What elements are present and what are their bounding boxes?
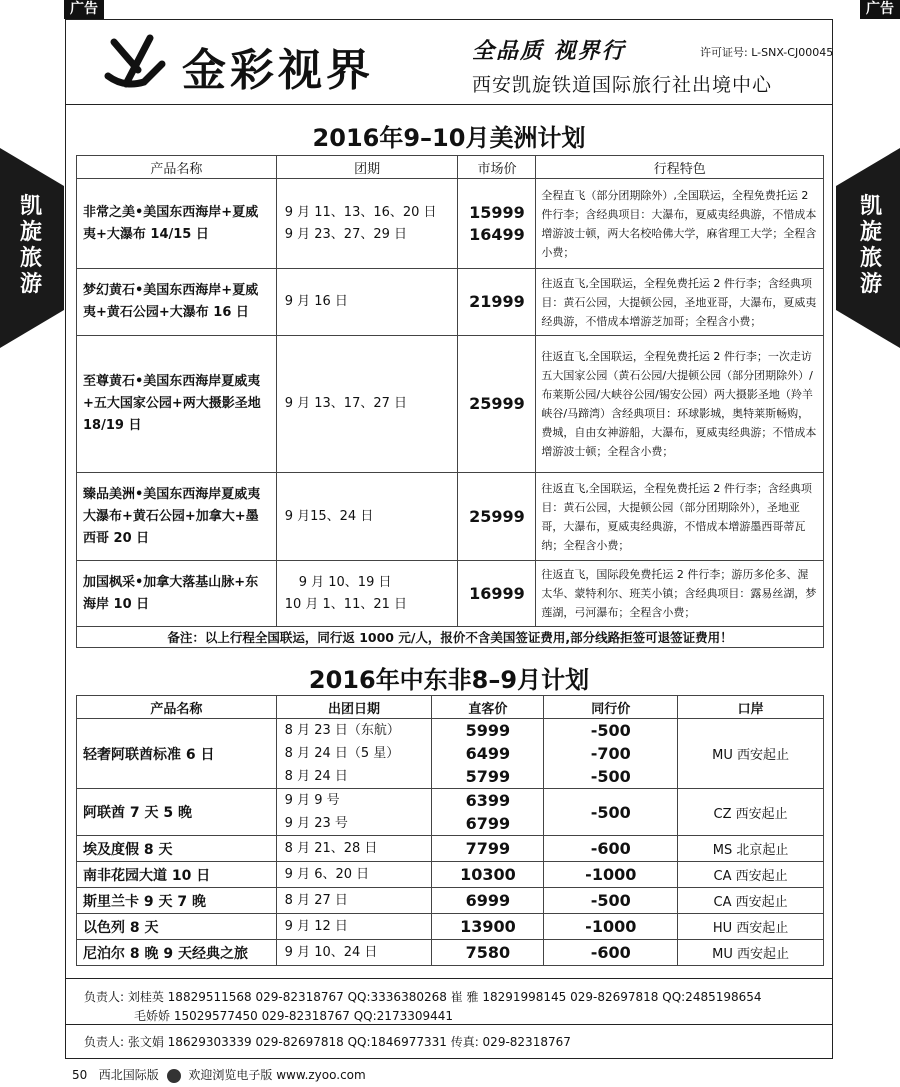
ad-label-right: 广告: [860, 0, 900, 19]
contact-divider-bottom: [66, 1024, 832, 1025]
date-line: 10 月 1、11、21 日: [284, 596, 408, 612]
itinerary-features: 往返直飞,全国联运，全程免费托运 2 件行李；含经典项目：黄石公园，大提顿公园，圣地亚哥，大瀑布，夏威夷经典游，不惜成本增游芝加哥；全程含小费；: [536, 269, 824, 336]
price-line: 25999: [469, 506, 525, 526]
price-line: 16499: [469, 224, 525, 244]
product-name: 梦幻黄石•美国东西海岸+夏威夷+黄石公园+大瀑布 16 日: [77, 269, 277, 336]
date-line: 9 月 23、27、29 日: [284, 226, 408, 242]
contact-line-1: 负责人: 刘桂英 18829511568 029-82318767 QQ:3336380268 崔 雅 18291998145 029-82697818 QQ:2485198654: [84, 990, 762, 1004]
date-line: 9 月 16 日: [284, 294, 348, 309]
footer-tagline: 欢迎浏览电子版 www.zyoo.com: [188, 1068, 366, 1082]
brand-logo: [104, 30, 414, 94]
page-number: 50: [72, 1068, 88, 1082]
direct-price: 7580: [432, 940, 544, 966]
section1-note: 备注：以上行程全国联运，同行返 1000 元/人，报价不含美国签证费用,部分线路拒签可退签证费用！: [77, 627, 824, 648]
tour-dates: [276, 473, 458, 561]
itinerary-features: 往返直飞,全国联运，全程免费托运 2 件行李；含经典项目：黄石公园，大提顿公园（部分团期除外），圣地亚哥，大瀑布，夏威夷经典游，不惜成本增游墨西哥蒂瓦纳；全程含小费；: [536, 473, 824, 561]
tour-dates: [276, 269, 458, 336]
departure-port: CA 西安起止: [678, 888, 824, 914]
side-banner-left: [0, 148, 64, 348]
departure-port: HU 西安起止: [678, 914, 824, 940]
product-name: 斯里兰卡 9 天 7 晚: [77, 888, 277, 914]
price-line: 16999: [469, 583, 525, 603]
market-price: [458, 336, 536, 473]
tour-dates: [276, 789, 432, 836]
peer-price: -500: [544, 888, 678, 914]
page-footer: [72, 1066, 366, 1083]
contact-line-2: 毛娇娇 15029577450 029-82318767 QQ:2173309441: [134, 1009, 454, 1023]
direct-price: [432, 719, 544, 789]
col-header-features: 行程特色: [536, 156, 824, 179]
col-header-price: 市场价: [458, 156, 536, 179]
tour-dates: 9 月 10、24 日: [276, 940, 432, 966]
table-header-row: [77, 156, 824, 179]
publisher-logo-icon: [167, 1069, 181, 1083]
peer-price: -1000: [544, 862, 678, 888]
col-header-port: 口岸: [678, 696, 824, 719]
section2-title: 2016年中东非8–9月计划: [308, 666, 590, 694]
col-header-product: 产品名称: [77, 156, 277, 179]
tour-dates: 9 月 12 日: [276, 914, 432, 940]
date-line: 8 月 24 日（5 星）: [284, 746, 400, 761]
brand-slogan: 全品质 视界行: [472, 38, 626, 64]
ad-label-left: 广告: [64, 0, 104, 19]
product-name: 非常之美•美国东西海岸+夏威夷+大瀑布 14/15 日: [77, 179, 277, 269]
price-line: 6399: [465, 791, 511, 810]
table-row: [77, 940, 824, 966]
price-line: -500: [590, 767, 631, 786]
price-line: 15999: [469, 202, 525, 222]
direct-price: 10300: [432, 862, 544, 888]
price-line: 21999: [469, 292, 525, 311]
direct-price: 6999: [432, 888, 544, 914]
header-divider: [66, 104, 832, 105]
table-row: [77, 888, 824, 914]
side-banner-right-text: 凯旋旅游: [859, 194, 882, 297]
tour-dates: [276, 561, 458, 627]
note-row: [77, 627, 824, 648]
tour-dates: [276, 336, 458, 473]
direct-price: [432, 789, 544, 836]
col-header-product: 产品名称: [77, 696, 277, 719]
price-line: -500: [590, 721, 631, 740]
table-row: [77, 862, 824, 888]
col-header-direct-price: 直客价: [432, 696, 544, 719]
col-header-dates: 出团日期: [276, 696, 432, 719]
table-row: [77, 473, 824, 561]
tour-dates: 8 月 27 日: [276, 888, 432, 914]
date-line: 9 月 13、17、27 日: [284, 396, 408, 411]
table-row: [77, 836, 824, 862]
tour-dates: 8 月 21、28 日: [276, 836, 432, 862]
brand-mark-icon: [104, 30, 174, 92]
product-name: 埃及度假 8 天: [77, 836, 277, 862]
middle-east-africa-table: [76, 695, 824, 966]
side-banner-left-text: 凯旋旅游: [19, 194, 42, 297]
peer-price: -600: [544, 836, 678, 862]
table-row: [77, 336, 824, 473]
market-price: [458, 269, 536, 336]
brand-name: 金彩视界: [182, 45, 374, 96]
direct-price: 7799: [432, 836, 544, 862]
date-line: 8 月 23 日（东航）: [284, 723, 400, 738]
side-banner-right: [836, 148, 900, 348]
col-header-dates: 团期: [276, 156, 458, 179]
price-line: -700: [590, 744, 631, 763]
contact-divider-top: [66, 978, 832, 979]
table-row: [77, 561, 824, 627]
product-name: 加国枫采•加拿大落基山脉+东海岸 10 日: [77, 561, 277, 627]
table-row: [77, 269, 824, 336]
product-name: 阿联酋 7 天 5 晚: [77, 789, 277, 836]
price-line: 5799: [465, 767, 511, 786]
peer-price: -500: [544, 789, 678, 836]
edition-name: 西北国际版: [98, 1068, 159, 1082]
table-row: [77, 719, 824, 789]
departure-port: CA 西安起止: [678, 862, 824, 888]
date-line: 9 月 9 号: [284, 793, 340, 808]
product-name: 至尊黄石•美国东西海岸夏威夷+五大国家公园+两大摄影圣地 18/19 日: [77, 336, 277, 473]
agency-name: 西安凯旋铁道国际旅行社出境中心: [472, 74, 773, 96]
table-row: [77, 914, 824, 940]
license-number: 许可证号: L-SNX-CJ00045: [700, 46, 834, 59]
product-name: 以色列 8 天: [77, 914, 277, 940]
market-price: [458, 473, 536, 561]
section1-title: 2016年9–10月美洲计划: [312, 124, 586, 152]
table-row: [77, 179, 824, 269]
product-name: 臻品美洲•美国东西海岸夏威夷大瀑布+黄石公园+加拿大+墨西哥 20 日: [77, 473, 277, 561]
departure-port: MS 北京起止: [678, 836, 824, 862]
contact-line-3: 负责人: 张文娟 18629303339 029-82697818 QQ:1846977331 传真: 029-82318767: [84, 1035, 571, 1049]
date-line: 9 月 23 号: [284, 816, 348, 831]
price-line: 25999: [469, 394, 525, 413]
price-line: 6799: [465, 814, 511, 833]
price-line: 5999: [465, 721, 511, 740]
date-line: 9 月 11、13、16、20 日: [284, 204, 437, 220]
peer-price: -1000: [544, 914, 678, 940]
market-price: [458, 179, 536, 269]
tour-dates: [276, 179, 458, 269]
departure-port: MU 西安起止: [678, 719, 824, 789]
peer-price: -600: [544, 940, 678, 966]
date-line: 9 月15、24 日: [284, 508, 374, 524]
itinerary-features: 全程直飞（部分团期除外）,全国联运，全程免费托运 2 件行李；含经典项目：大瀑布，夏威夷经典游，不惜成本增游波士顿，两大名校哈佛大学，麻省理工大学；全程含小费；: [536, 179, 824, 269]
america-plan-table: [76, 155, 824, 648]
itinerary-features: 往返直飞,全国联运，全程免费托运 2 件行李；一次走访五大国家公园（黄石公园/大提顿公园（部分团期除外）/布莱斯公园/大峡谷公园/锡安公园）两大摄影圣地（羚羊峡谷/马蹄湾）含经典项目：环球影城，奥特莱斯畅购，费城，自由女神游船，大瀑布，夏威夷经典游；不惜成本增游波士顿；全程含小费；: [536, 336, 824, 473]
product-name: 尼泊尔 8 晚 9 天经典之旅: [77, 940, 277, 966]
product-name: 南非花园大道 10 日: [77, 862, 277, 888]
departure-port: CZ 西安起止: [678, 789, 824, 836]
departure-port: MU 西安起止: [678, 940, 824, 966]
peer-price: [544, 719, 678, 789]
tour-dates: [276, 719, 432, 789]
date-line: 9 月 10、19 日: [298, 574, 392, 590]
col-header-peer-price: 同行价: [544, 696, 678, 719]
table-header-row: [77, 696, 824, 719]
tour-dates: 9 月 6、20 日: [276, 862, 432, 888]
price-line: 6499: [465, 744, 511, 763]
direct-price: 13900: [432, 914, 544, 940]
product-name: 轻奢阿联酋标准 6 日: [77, 719, 277, 789]
market-price: [458, 561, 536, 627]
date-line: 8 月 24 日: [284, 769, 348, 784]
itinerary-features: 往返直飞，国际段免费托运 2 件行李；游历多伦多、渥太华、蒙特利尔、班芙小镇；含经典项目：露易丝湖，梦莲湖，弓河瀑布；全程含小费；: [536, 561, 824, 627]
table-row: [77, 789, 824, 836]
